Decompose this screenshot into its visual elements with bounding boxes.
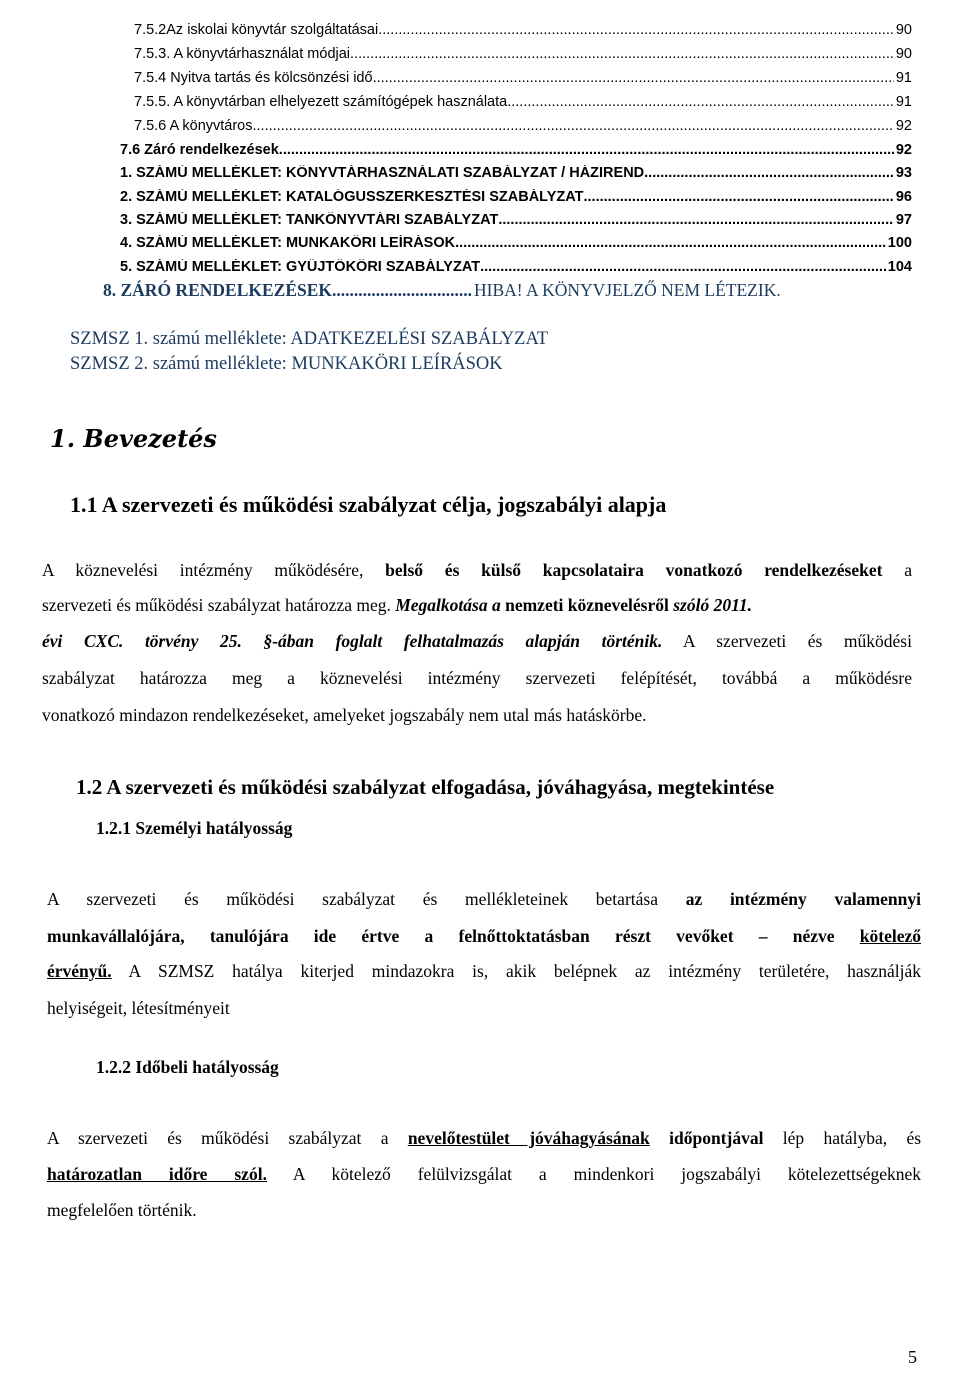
toc-entry-title: 7.5.2Az iskolai könyvtár szolgáltatásai xyxy=(134,22,379,38)
toc-entry-title: 7.6 Záró rendelkezések xyxy=(120,142,279,158)
toc-entry[interactable] xyxy=(120,189,912,205)
toc-entry[interactable] xyxy=(134,22,912,38)
toc-entry[interactable] xyxy=(134,46,912,62)
toc-entry[interactable] xyxy=(134,70,912,86)
paragraph-line: szabályzat határozza meg a köznevelési intézmény szervezeti felépítését, továbbá a működésre xyxy=(42,668,912,688)
toc-entry-title: 7.5.5. A könyvtárban elhelyezett számítógépek használata xyxy=(134,94,508,110)
toc-bookmark-error: HIBA! A KÖNYVJELZŐ NEM LÉTEZIK. xyxy=(474,280,781,300)
toc-leader xyxy=(253,118,894,134)
annex-line-2: SZMSZ 2. számú melléklete: MUNKAKÖRI LEÍRÁSOK xyxy=(70,354,503,374)
paragraph-line: vonatkozó mindazon rendelkezéseket, amelyeket jogszabály nem utal más hatáskörbe. xyxy=(42,705,647,725)
toc-leader xyxy=(378,22,894,38)
paragraph-line: A szervezeti és működési szabályzat a nevelőtestület jóváhagyásának időpontjával lép hatályba, és xyxy=(47,1128,922,1148)
toc-entry-title: 7.5.3. A könyvtárhasználat módjai xyxy=(134,46,351,62)
paragraph-line: megfelelően történik. xyxy=(47,1200,197,1220)
toc-entry-title: 1. SZÁMÚ MELLÉKLET: KÖNYVTÁRHASZNÁLATI SZABÁLYZAT / HÁZIREND xyxy=(120,165,645,181)
page-number: 5 xyxy=(908,1347,917,1367)
toc-entry[interactable] xyxy=(120,235,912,251)
heading-bevezetes: 1. Bevezetés xyxy=(50,424,217,453)
toc-entry-title: 7.5.6 A könyvtáros xyxy=(134,118,253,134)
toc-leader xyxy=(332,280,472,301)
toc-entry-page: 92 xyxy=(895,118,912,134)
toc-entry-page: 93 xyxy=(895,165,912,181)
paragraph-line: A szervezeti és működési szabályzat és mellékleteinek betartása az intézmény valamennyi xyxy=(47,889,921,909)
paragraph-line: munkavállalójára, tanulójára ide értve a felnőttoktatásban részt vevőket – nézve kötelező xyxy=(47,926,921,946)
paragraph-line: érvényű. A SZMSZ hatálya kiterjed mindazokra is, akik belépnek az intézmény területére, használják xyxy=(47,961,921,981)
toc-entry-page: 97 xyxy=(895,212,912,228)
toc-entry-page: 90 xyxy=(895,22,912,38)
heading-1-2: 1.2 A szervezeti és működési szabályzat elfogadása, jóváhagyása, megtekintése xyxy=(76,775,775,799)
toc-entry-page: 104 xyxy=(887,259,912,275)
toc-entry-title: 2. SZÁMÚ MELLÉKLET: KATALÓGUSSZERKESZTÉSI SZABÁLYZAT xyxy=(120,189,584,205)
paragraph-line: A köznevelési intézmény működésére, belső és külső kapcsolataira vonatkozó rendelkezéseket a xyxy=(42,560,912,580)
paragraph-line: határozatlan időre szól. A kötelező felülvizsgálat a mindenkori jogszabályi kötelezettségeknek xyxy=(47,1164,921,1184)
paragraph-line: évi CXC. törvény 25. §-ában foglalt felhatalmazás alapján történik. A szervezeti és működési xyxy=(42,631,912,651)
heading-1-1: 1.1 A szervezeti és működési szabályzat célja, jogszabályi alapja xyxy=(70,492,667,517)
toc-entry-page: 100 xyxy=(887,235,912,251)
toc-leader xyxy=(373,70,894,86)
toc-entry-page: 91 xyxy=(895,70,912,86)
toc-leader xyxy=(350,46,894,62)
toc-leader xyxy=(480,259,886,275)
toc-entry-final[interactable] xyxy=(103,280,915,301)
toc-leader xyxy=(583,189,893,205)
heading-1-2-1: 1.2.1 Személyi hatályosság xyxy=(96,818,293,838)
toc-leader xyxy=(644,165,894,181)
paragraph-line: szervezeti és működési szabályzat határozza meg. Megalkotása a nemzeti köznevelésről szóló 2011. xyxy=(42,595,753,615)
toc-entry[interactable] xyxy=(120,142,912,158)
toc-entry[interactable] xyxy=(120,212,912,228)
toc-entry-page: 90 xyxy=(895,46,912,62)
toc-entry[interactable] xyxy=(120,259,912,275)
toc-leader xyxy=(279,142,894,158)
annex-line-1: SZMSZ 1. számú melléklete: ADATKEZELÉSI SZABÁLYZAT xyxy=(70,329,549,349)
toc-entry-page: 91 xyxy=(895,94,912,110)
toc-leader xyxy=(507,94,894,110)
paragraph-line: helyiségeit, létesítményeit xyxy=(47,998,230,1018)
toc-entry[interactable] xyxy=(134,118,912,134)
toc-leader xyxy=(455,235,886,251)
toc-entry-title: 7.5.4 Nyitva tartás és kölcsönzési idő xyxy=(134,70,373,86)
heading-1-2-2: 1.2.2 Időbeli hatályosság xyxy=(96,1057,279,1077)
toc-entry-page: 92 xyxy=(895,142,912,158)
toc-entry-title: 8. ZÁRÓ RENDELKEZÉSEK xyxy=(103,280,333,300)
toc-entry-title: 3. SZÁMÚ MELLÉKLET: TANKÖNYVTÁRI SZABÁLYZAT xyxy=(120,212,499,228)
toc-entry-page: 96 xyxy=(895,189,912,205)
toc-leader xyxy=(498,212,894,228)
toc-entry-title: 4. SZÁMÚ MELLÉKLET: MUNKAKÖRI LEÍRÁSOK xyxy=(120,235,456,251)
toc-entry[interactable] xyxy=(134,94,912,110)
toc-entry-title: 5. SZÁMÚ MELLÉKLET: GYŰJTŐKÖRI SZABÁLYZAT xyxy=(120,259,481,275)
toc-entry[interactable] xyxy=(120,165,912,181)
